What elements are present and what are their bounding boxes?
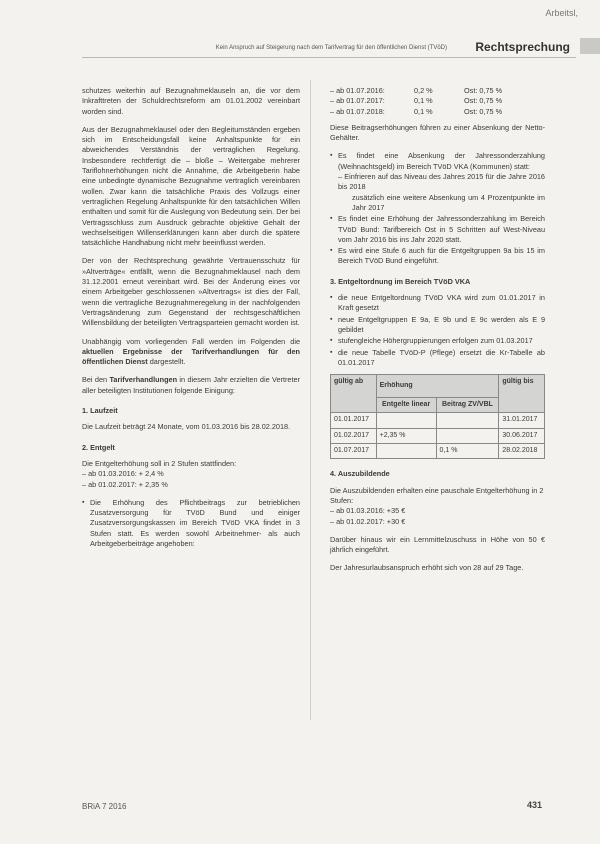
section-3-bullet: ▪ die neue Tabelle TVöD-P (Pflege) ersetzt die Kr-Tabelle ab 01.01.2017 (330, 348, 545, 369)
cell-zv (436, 428, 499, 443)
bullet-text: Es findet eine Absenkung der Jahressonderzahlung (Weihnachtsgeld) im Bereich TVöD VKA (Kommunen) statt: (338, 151, 545, 171)
header-rule (82, 57, 576, 58)
header-valid-from: gültig ab (331, 375, 377, 413)
p4-bold: aktuellen Ergebnisse der Tarifverhandlungen für den öffentlichen Dienst (82, 346, 300, 367)
rate-value: 0,2 % (414, 86, 433, 95)
section-1-text: Die Laufzeit beträgt 24 Monate, vom 01.03.2016 bis 28.02.2018. (82, 422, 291, 432)
left-column (82, 86, 300, 555)
p4-post: dargestellt. (147, 357, 186, 367)
table-row (331, 444, 545, 459)
rate-row (330, 107, 545, 117)
corner-running-word: Arbeitsl, (545, 8, 578, 18)
right-bullets (330, 151, 545, 266)
journal-issue: BRiA 7 2016 (82, 802, 127, 811)
cell-zv (436, 413, 499, 428)
left-paragraph-4 (82, 337, 300, 368)
section-3-bullets (330, 293, 545, 368)
cell-zv: 0,1 % (436, 444, 499, 459)
right-paragraph-2: Darüber hinaus wir ein Lernmittelzuschuss in Höhe von 50 € jährlich eingeführt. (330, 534, 545, 555)
rate-value: 0,1 % (414, 96, 433, 106)
section-1-title: 1. Laufzeit (82, 406, 118, 416)
cell-from: 01.01.2017 (331, 413, 377, 428)
column-divider (310, 80, 311, 720)
p5-bold: Tarifverhandlungen (109, 375, 178, 385)
section-4-intro: Die Auszubildenden erhalten eine pauschale Entgelterhöhung in 2 Stufen: (330, 485, 544, 505)
table-row (331, 413, 545, 428)
left-paragraph-3: Der von der Rechtsprechung gewährte Vertrauensschutz für »Altverträge« entfällt, wenn die Bezugnahmeklausel nach dem 31.12.2001 erneut vereinbart wird. Bei der Änderung eines vor einem Arbeitgeber geschlossenen »Altvertrags« ist dies der Fall, wenn die vertragliche Bezugnahmeregelung in der nachfolgenden Vertragsänderung zum Gegenstand der rechtsgeschäftlichen Willensbildung der beteiligten Vertragsparteien gemacht worden ist. (82, 256, 300, 328)
rate-row (330, 86, 545, 96)
rate-row (330, 96, 545, 106)
p4-pre: Unabhängig vom vorliegenden Fall werden im Folgenden die (82, 336, 300, 346)
header-valid-to: gültig bis (499, 375, 545, 413)
left-paragraph-2: Aus der Bezugnahmeklausel oder den Begleitumständen ergeben sich im Entscheidungsfall keine Anhaltspunkte für ein abweichendes Verständnis der vertraglichen Regelung. Insbesondere rechtfertigt die – bloße – Weitergabe mehrerer Tariflohnerhöhungen nicht die Annahme, die Arbeitgeberin habe eine unbedingte dynamische Bezugnahme vertraglich vereinbaren wollen. Zwar kann die tatsächliche Praxis des Vollzugs einer vertraglichen Regelung Anhaltspunkte für den tatsächlichen Willen enthalten und somit für die Auslegung von Bedeutung sein. Der bei Vertragsschluss zum Ausdruck gebrachte objektive Gehalt der wechselseitigen Willenserklärungen kann aber durch die spätere tatsächliche Handhabung nicht mehr beeinflusst werden. (82, 124, 300, 248)
section-2-bullets (82, 498, 300, 549)
table-row (331, 428, 545, 443)
left-paragraph-5 (82, 375, 300, 396)
header-linear: Entgelte linear (376, 398, 436, 413)
section-3-bullet: ▪ neue Entgeltgruppen E 9a, E 9b und E 9c werden als E 9 gebildet (330, 315, 545, 336)
rate-date: – ab 01.07.2018: (330, 106, 385, 116)
section-4-title: 4. Auszubildende (330, 469, 390, 479)
cell-linear: +2,35 % (376, 428, 436, 443)
rate-value: 0,1 % (414, 106, 433, 116)
bullet-bonus-increase: ▪ Es findet eine Erhöhung der Jahressonderzahlung im Bereich TVöD Bund: Tarifbereich Ost in 5 Schritten auf West-Niveau vom Jahr 2016 bis ins Jahr 2020 statt. (330, 214, 545, 245)
rate-date: – ab 01.07.2017: (330, 96, 385, 106)
section-2-line: – ab 01.02.2017: + 2,35 % (82, 479, 168, 489)
bullet-stage-6: ▪ Es wird eine Stufe 6 auch für die Entgeltgruppen 9a bis 15 im Bereich TVöD Bund eingeführt. (330, 246, 545, 267)
rate-date: – ab 01.07.2016: (330, 86, 385, 95)
header-increase: Erhöhung (376, 375, 499, 398)
cell-linear (376, 444, 436, 459)
left-paragraph-1: schutzes weiterhin auf Bezugnahmeklauseln an, die vor dem Inkrafttreten der Schuldrechtsreform am 01.01.2002 vereinbart worden sind. (82, 86, 300, 116)
rate-east: Ost: 0,75 % (464, 106, 503, 116)
section-4-line: – ab 01.02.2017: +30 € (330, 516, 406, 526)
header-marker-box (580, 38, 600, 54)
right-paragraph-1: Diese Beitragserhöhungen führen zu einer Absenkung der Netto-Gehälter. (330, 122, 545, 143)
p5-post: in diesem Jahr erzielten die Vertreter aller beteiligten Institutionen folgende Einigung: (82, 375, 300, 395)
table-header-row (331, 375, 545, 398)
right-column (330, 86, 545, 582)
bullet-bonus-reduction (330, 151, 545, 213)
section-2-title: 2. Entgelt (82, 442, 115, 452)
cell-from: 01.07.2017 (331, 444, 377, 459)
cell-to: 31.01.2017 (499, 413, 545, 428)
section-2-line: – ab 01.03.2016: + 2,4 % (82, 469, 164, 479)
section-3-bullet: ▪ die neue Entgeltordnung TVöD VKA wird zum 01.01.2017 in Kraft gesetzt (330, 293, 545, 314)
header-zv: Beitrag ZV/VBL (436, 398, 499, 413)
section-4-line: – ab 01.03.2016: +35 € (330, 506, 406, 516)
rate-east: Ost: 0,75 % (464, 86, 503, 95)
rate-east: Ost: 0,75 % (464, 96, 503, 106)
section-3-title: 3. Entgeltordnung im Bereich TVöD VKA (330, 276, 471, 286)
page-number: 431 (526, 800, 542, 810)
header-title: Rechtsprechung (475, 40, 570, 54)
contribution-rates (330, 86, 545, 117)
p5-pre: Bei den (82, 375, 110, 385)
cell-to: 30.06.2017 (499, 428, 545, 443)
header-subtitle: Kein Anspruch auf Steigerung nach dem Tarifvertrag für den öffentlichen Dienst (TVöD) (215, 45, 447, 51)
section-3-bullet: ▪ stufengleiche Höhergruppierungen erfolgen zum 01.03.2017 (330, 336, 545, 346)
bullet-subline: – Einfrieren auf das Niveau des Jahres 2015 für die Jahre 2016 bis 2018 (338, 172, 545, 192)
right-paragraph-3: Der Jahresurlaubsanspruch erhöht sich von 28 auf 29 Tage. (330, 563, 524, 573)
bullet-subline: zusätzlich eine weitere Absenkung um 4 Prozentpunkte im Jahr 2017 (352, 192, 545, 212)
cell-from: 01.02.2017 (331, 428, 377, 443)
increase-table (330, 374, 545, 459)
cell-linear (376, 413, 436, 428)
section-2-intro: Die Entgelterhöhung soll in 2 Stufen stattfinden: (82, 458, 237, 468)
cell-to: 28.02.2018 (499, 444, 545, 459)
section-2-bullet: ▪ Die Erhöhung des Pflichtbeitrags zur betrieblichen Zusatzversorgung für TVöD Bund und einiger Zusatzversorgungskassen im Bereich TVöD VKA findet in 3 Stufen statt. Es werden sowohl Arbeitnehmer- als auch Arbeitgeberbeiträge angehoben: (82, 498, 300, 549)
